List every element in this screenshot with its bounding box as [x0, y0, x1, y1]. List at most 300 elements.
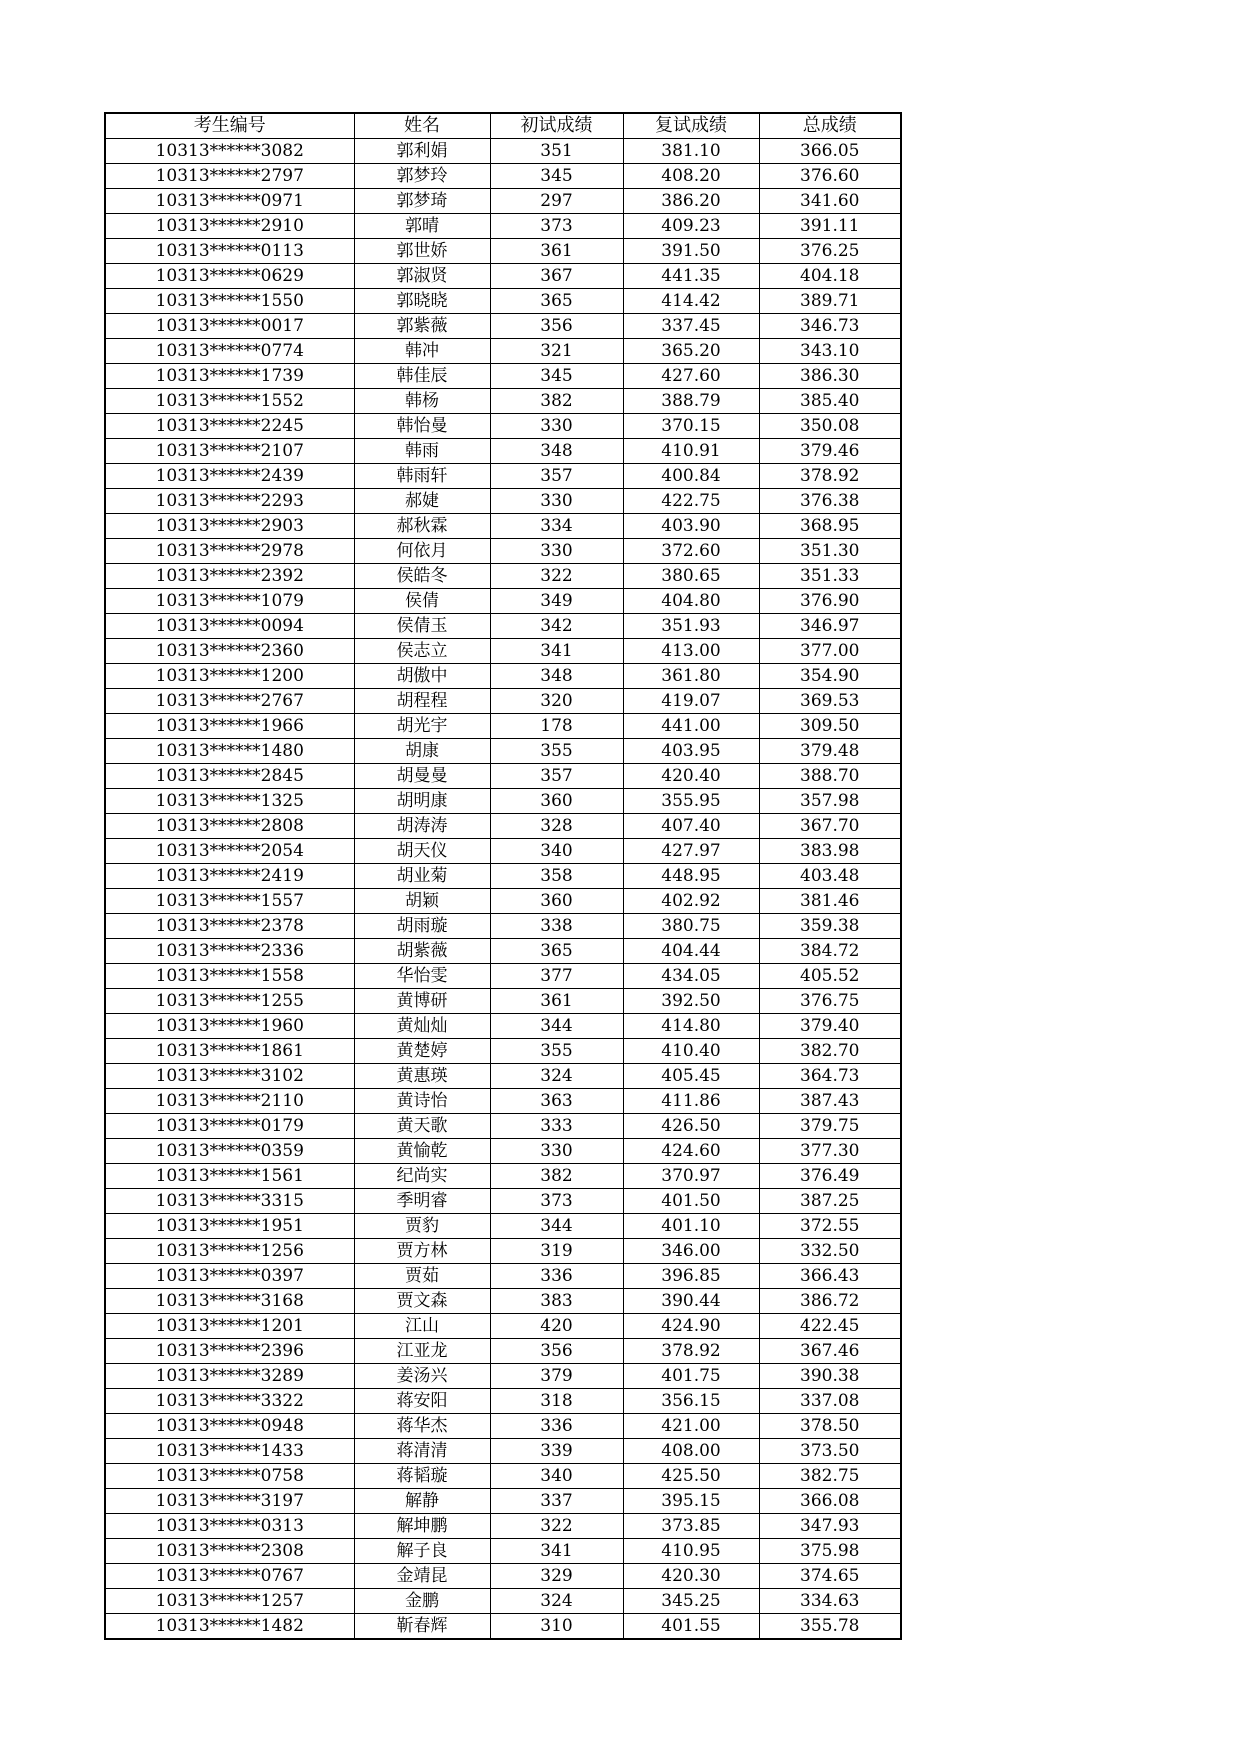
candidate-id-cell: 10313******2808 — [105, 814, 354, 839]
candidate-id-cell: 10313******1482 — [105, 1614, 354, 1640]
table-body — [105, 139, 901, 1640]
total-score-cell: 332.50 — [759, 1239, 901, 1264]
initial-score-cell: 334 — [490, 514, 623, 539]
retest-score-cell: 408.00 — [623, 1439, 759, 1464]
total-score-cell: 391.11 — [759, 214, 901, 239]
retest-score-cell: 370.97 — [623, 1164, 759, 1189]
retest-score-cell: 401.75 — [623, 1364, 759, 1389]
candidate-id-cell: 10313******0359 — [105, 1139, 354, 1164]
table-row — [105, 239, 901, 264]
name-cell: 韩杨 — [354, 389, 490, 414]
initial-score-cell: 324 — [490, 1064, 623, 1089]
name-cell: 胡傲中 — [354, 664, 490, 689]
initial-score-cell: 329 — [490, 1564, 623, 1589]
candidate-id-cell: 10313******1433 — [105, 1439, 354, 1464]
retest-score-cell: 414.80 — [623, 1014, 759, 1039]
candidate-id-cell: 10313******0948 — [105, 1414, 354, 1439]
total-score-cell: 373.50 — [759, 1439, 901, 1464]
header-candidate-id: 考生编号 — [105, 113, 354, 139]
retest-score-cell: 427.60 — [623, 364, 759, 389]
retest-score-cell: 407.40 — [623, 814, 759, 839]
candidate-id-cell: 10313******0017 — [105, 314, 354, 339]
total-score-cell: 404.18 — [759, 264, 901, 289]
candidate-id-cell: 10313******2797 — [105, 164, 354, 189]
total-score-cell: 372.55 — [759, 1214, 901, 1239]
table-row — [105, 664, 901, 689]
initial-score-cell: 349 — [490, 589, 623, 614]
name-cell: 纪尚实 — [354, 1164, 490, 1189]
candidate-id-cell: 10313******2110 — [105, 1089, 354, 1114]
table-row — [105, 714, 901, 739]
initial-score-cell: 345 — [490, 364, 623, 389]
total-score-cell: 382.70 — [759, 1039, 901, 1064]
table-row — [105, 889, 901, 914]
table-row — [105, 564, 901, 589]
total-score-cell: 375.98 — [759, 1539, 901, 1564]
total-score-cell: 376.90 — [759, 589, 901, 614]
initial-score-cell: 319 — [490, 1239, 623, 1264]
name-cell: 胡天仪 — [354, 839, 490, 864]
candidate-id-cell: 10313******0397 — [105, 1264, 354, 1289]
retest-score-cell: 381.10 — [623, 139, 759, 164]
retest-score-cell: 421.00 — [623, 1414, 759, 1439]
total-score-cell: 382.75 — [759, 1464, 901, 1489]
total-score-cell: 337.08 — [759, 1389, 901, 1414]
candidate-id-cell: 10313******0758 — [105, 1464, 354, 1489]
name-cell: 靳春辉 — [354, 1614, 490, 1640]
total-score-cell: 341.60 — [759, 189, 901, 214]
retest-score-cell: 441.35 — [623, 264, 759, 289]
initial-score-cell: 351 — [490, 139, 623, 164]
name-cell: 黄诗怡 — [354, 1089, 490, 1114]
table-row — [105, 289, 901, 314]
initial-score-cell: 342 — [490, 614, 623, 639]
initial-score-cell: 333 — [490, 1114, 623, 1139]
candidate-id-cell: 10313******0767 — [105, 1564, 354, 1589]
total-score-cell: 384.72 — [759, 939, 901, 964]
initial-score-cell: 339 — [490, 1439, 623, 1464]
total-score-cell: 377.30 — [759, 1139, 901, 1164]
name-cell: 胡光宇 — [354, 714, 490, 739]
retest-score-cell: 401.10 — [623, 1214, 759, 1239]
initial-score-cell: 361 — [490, 239, 623, 264]
candidate-id-cell: 10313******1480 — [105, 739, 354, 764]
retest-score-cell: 361.80 — [623, 664, 759, 689]
name-cell: 黄灿灿 — [354, 1014, 490, 1039]
table-row — [105, 1239, 901, 1264]
candidate-id-cell: 10313******0094 — [105, 614, 354, 639]
retest-score-cell: 414.42 — [623, 289, 759, 314]
name-cell: 贾茹 — [354, 1264, 490, 1289]
candidate-id-cell: 10313******3102 — [105, 1064, 354, 1089]
initial-score-cell: 373 — [490, 214, 623, 239]
name-cell: 韩怡曼 — [354, 414, 490, 439]
initial-score-cell: 344 — [490, 1214, 623, 1239]
name-cell: 郭利娟 — [354, 139, 490, 164]
candidate-id-cell: 10313******1739 — [105, 364, 354, 389]
retest-score-cell: 427.97 — [623, 839, 759, 864]
name-cell: 侯志立 — [354, 639, 490, 664]
table-row — [105, 789, 901, 814]
total-score-cell: 422.45 — [759, 1314, 901, 1339]
total-score-cell: 388.70 — [759, 764, 901, 789]
retest-score-cell: 410.95 — [623, 1539, 759, 1564]
retest-score-cell: 401.55 — [623, 1614, 759, 1640]
total-score-cell: 366.43 — [759, 1264, 901, 1289]
name-cell: 贾方林 — [354, 1239, 490, 1264]
total-score-cell: 387.25 — [759, 1189, 901, 1214]
table-row — [105, 364, 901, 389]
candidate-id-cell: 10313******2245 — [105, 414, 354, 439]
initial-score-cell: 345 — [490, 164, 623, 189]
candidate-id-cell: 10313******1552 — [105, 389, 354, 414]
total-score-cell: 367.70 — [759, 814, 901, 839]
table-row — [105, 639, 901, 664]
name-cell: 郭梦琦 — [354, 189, 490, 214]
total-score-cell: 366.08 — [759, 1489, 901, 1514]
table-row — [105, 1614, 901, 1640]
retest-score-cell: 370.15 — [623, 414, 759, 439]
header-retest-score: 复试成绩 — [623, 113, 759, 139]
total-score-cell: 366.05 — [759, 139, 901, 164]
retest-score-cell: 401.50 — [623, 1189, 759, 1214]
initial-score-cell: 344 — [490, 1014, 623, 1039]
total-score-cell: 377.00 — [759, 639, 901, 664]
table-row — [105, 489, 901, 514]
candidate-id-cell: 10313******1255 — [105, 989, 354, 1014]
total-score-cell: 364.73 — [759, 1064, 901, 1089]
name-cell: 解坤鹏 — [354, 1514, 490, 1539]
name-cell: 胡程程 — [354, 689, 490, 714]
table-row — [105, 1164, 901, 1189]
retest-score-cell: 408.20 — [623, 164, 759, 189]
initial-score-cell: 365 — [490, 289, 623, 314]
table-row — [105, 439, 901, 464]
total-score-cell: 374.65 — [759, 1564, 901, 1589]
name-cell: 江亚龙 — [354, 1339, 490, 1364]
retest-score-cell: 403.90 — [623, 514, 759, 539]
total-score-cell: 346.97 — [759, 614, 901, 639]
initial-score-cell: 341 — [490, 1539, 623, 1564]
table-row — [105, 189, 901, 214]
retest-score-cell: 378.92 — [623, 1339, 759, 1364]
table-row — [105, 764, 901, 789]
total-score-cell: 376.25 — [759, 239, 901, 264]
candidate-id-cell: 10313******2293 — [105, 489, 354, 514]
candidate-id-cell: 10313******1201 — [105, 1314, 354, 1339]
initial-score-cell: 324 — [490, 1589, 623, 1614]
total-score-cell: 355.78 — [759, 1614, 901, 1640]
candidate-id-cell: 10313******1561 — [105, 1164, 354, 1189]
total-score-cell: 376.49 — [759, 1164, 901, 1189]
name-cell: 韩雨 — [354, 439, 490, 464]
table-row — [105, 264, 901, 289]
retest-score-cell: 403.95 — [623, 739, 759, 764]
name-cell: 蒋安阳 — [354, 1389, 490, 1414]
initial-score-cell: 178 — [490, 714, 623, 739]
name-cell: 胡雨璇 — [354, 914, 490, 939]
total-score-cell: 343.10 — [759, 339, 901, 364]
total-score-cell: 378.50 — [759, 1414, 901, 1439]
header-initial-score: 初试成绩 — [490, 113, 623, 139]
retest-score-cell: 396.85 — [623, 1264, 759, 1289]
table-row — [105, 164, 901, 189]
candidate-id-cell: 10313******0971 — [105, 189, 354, 214]
table-row — [105, 464, 901, 489]
name-cell: 郭世娇 — [354, 239, 490, 264]
total-score-cell: 390.38 — [759, 1364, 901, 1389]
initial-score-cell: 356 — [490, 314, 623, 339]
name-cell: 姜汤兴 — [354, 1364, 490, 1389]
name-cell: 郝秋霖 — [354, 514, 490, 539]
initial-score-cell: 365 — [490, 939, 623, 964]
table-row — [105, 1339, 901, 1364]
name-cell: 侯皓冬 — [354, 564, 490, 589]
retest-score-cell: 380.75 — [623, 914, 759, 939]
total-score-cell: 378.92 — [759, 464, 901, 489]
table-row — [105, 1064, 901, 1089]
initial-score-cell: 322 — [490, 1514, 623, 1539]
name-cell: 侯倩 — [354, 589, 490, 614]
name-cell: 华怡雯 — [354, 964, 490, 989]
initial-score-cell: 356 — [490, 1339, 623, 1364]
candidate-id-cell: 10313******2054 — [105, 839, 354, 864]
retest-score-cell: 400.84 — [623, 464, 759, 489]
candidate-id-cell: 10313******3168 — [105, 1289, 354, 1314]
retest-score-cell: 386.20 — [623, 189, 759, 214]
total-score-cell: 386.30 — [759, 364, 901, 389]
table-row — [105, 1539, 901, 1564]
candidate-id-cell: 10313******1200 — [105, 664, 354, 689]
name-cell: 侯倩玉 — [354, 614, 490, 639]
candidate-id-cell: 10313******2360 — [105, 639, 354, 664]
total-score-cell: 368.95 — [759, 514, 901, 539]
table-row — [105, 1264, 901, 1289]
retest-score-cell: 410.40 — [623, 1039, 759, 1064]
name-cell: 黄博研 — [354, 989, 490, 1014]
retest-score-cell: 405.45 — [623, 1064, 759, 1089]
table-row — [105, 614, 901, 639]
initial-score-cell: 360 — [490, 789, 623, 814]
initial-score-cell: 337 — [490, 1489, 623, 1514]
initial-score-cell: 328 — [490, 814, 623, 839]
retest-score-cell: 391.50 — [623, 239, 759, 264]
candidate-id-cell: 10313******3315 — [105, 1189, 354, 1214]
initial-score-cell: 383 — [490, 1289, 623, 1314]
retest-score-cell: 448.95 — [623, 864, 759, 889]
total-score-cell: 379.40 — [759, 1014, 901, 1039]
total-score-cell: 403.48 — [759, 864, 901, 889]
table-row — [105, 1289, 901, 1314]
retest-score-cell: 404.80 — [623, 589, 759, 614]
table-row — [105, 1439, 901, 1464]
score-table — [104, 112, 902, 1640]
total-score-cell: 367.46 — [759, 1339, 901, 1364]
table-row — [105, 1139, 901, 1164]
candidate-id-cell: 10313******1325 — [105, 789, 354, 814]
initial-score-cell: 382 — [490, 389, 623, 414]
name-cell: 胡颖 — [354, 889, 490, 914]
initial-score-cell: 363 — [490, 1089, 623, 1114]
table-row — [105, 1364, 901, 1389]
candidate-id-cell: 10313******2845 — [105, 764, 354, 789]
total-score-cell: 350.08 — [759, 414, 901, 439]
retest-score-cell: 355.95 — [623, 789, 759, 814]
table-row — [105, 139, 901, 164]
header-row — [105, 113, 901, 139]
retest-score-cell: 434.05 — [623, 964, 759, 989]
name-cell: 黄愉乾 — [354, 1139, 490, 1164]
initial-score-cell: 367 — [490, 264, 623, 289]
candidate-id-cell: 10313******1558 — [105, 964, 354, 989]
table-row — [105, 864, 901, 889]
initial-score-cell: 348 — [490, 439, 623, 464]
retest-score-cell: 409.23 — [623, 214, 759, 239]
name-cell: 蒋华杰 — [354, 1414, 490, 1439]
name-cell: 季明睿 — [354, 1189, 490, 1214]
table-row — [105, 689, 901, 714]
total-score-cell: 351.33 — [759, 564, 901, 589]
name-cell: 郭淑贤 — [354, 264, 490, 289]
candidate-id-cell: 10313******1256 — [105, 1239, 354, 1264]
table-row — [105, 1514, 901, 1539]
initial-score-cell: 361 — [490, 989, 623, 1014]
retest-score-cell: 441.00 — [623, 714, 759, 739]
name-cell: 黄楚婷 — [354, 1039, 490, 1064]
total-score-cell: 369.53 — [759, 689, 901, 714]
initial-score-cell: 297 — [490, 189, 623, 214]
retest-score-cell: 419.07 — [623, 689, 759, 714]
initial-score-cell: 318 — [490, 1389, 623, 1414]
name-cell: 胡涛涛 — [354, 814, 490, 839]
name-cell: 韩佳辰 — [354, 364, 490, 389]
candidate-id-cell: 10313******3082 — [105, 139, 354, 164]
total-score-cell: 351.30 — [759, 539, 901, 564]
table-row — [105, 214, 901, 239]
name-cell: 金鹏 — [354, 1589, 490, 1614]
initial-score-cell: 355 — [490, 1039, 623, 1064]
candidate-id-cell: 10313******1951 — [105, 1214, 354, 1239]
initial-score-cell: 360 — [490, 889, 623, 914]
initial-score-cell: 330 — [490, 539, 623, 564]
candidate-id-cell: 10313******2378 — [105, 914, 354, 939]
retest-score-cell: 351.93 — [623, 614, 759, 639]
candidate-id-cell: 10313******2439 — [105, 464, 354, 489]
total-score-cell: 347.93 — [759, 1514, 901, 1539]
retest-score-cell: 420.40 — [623, 764, 759, 789]
retest-score-cell: 413.00 — [623, 639, 759, 664]
table-row — [105, 1114, 901, 1139]
initial-score-cell: 336 — [490, 1264, 623, 1289]
initial-score-cell: 330 — [490, 414, 623, 439]
initial-score-cell: 341 — [490, 639, 623, 664]
total-score-cell: 379.75 — [759, 1114, 901, 1139]
table-row — [105, 1214, 901, 1239]
table-row — [105, 1564, 901, 1589]
total-score-cell: 383.98 — [759, 839, 901, 864]
total-score-cell: 381.46 — [759, 889, 901, 914]
name-cell: 贾豹 — [354, 1214, 490, 1239]
total-score-cell: 389.71 — [759, 289, 901, 314]
table-row — [105, 589, 901, 614]
retest-score-cell: 346.00 — [623, 1239, 759, 1264]
initial-score-cell: 336 — [490, 1414, 623, 1439]
retest-score-cell: 424.60 — [623, 1139, 759, 1164]
initial-score-cell: 358 — [490, 864, 623, 889]
total-score-cell: 359.38 — [759, 914, 901, 939]
candidate-id-cell: 10313******2308 — [105, 1539, 354, 1564]
name-cell: 胡明康 — [354, 789, 490, 814]
initial-score-cell: 382 — [490, 1164, 623, 1189]
name-cell: 郭紫薇 — [354, 314, 490, 339]
name-cell: 胡曼曼 — [354, 764, 490, 789]
table-row — [105, 1489, 901, 1514]
total-score-cell: 334.63 — [759, 1589, 901, 1614]
candidate-id-cell: 10313******1079 — [105, 589, 354, 614]
header-name: 姓名 — [354, 113, 490, 139]
table-row — [105, 539, 901, 564]
total-score-cell: 354.90 — [759, 664, 901, 689]
candidate-id-cell: 10313******0774 — [105, 339, 354, 364]
table-row — [105, 1089, 901, 1114]
table-row — [105, 914, 901, 939]
table-row — [105, 989, 901, 1014]
initial-score-cell: 322 — [490, 564, 623, 589]
initial-score-cell: 373 — [490, 1189, 623, 1214]
total-score-cell: 376.38 — [759, 489, 901, 514]
table-row — [105, 1039, 901, 1064]
candidate-id-cell: 10313******3289 — [105, 1364, 354, 1389]
retest-score-cell: 426.50 — [623, 1114, 759, 1139]
candidate-id-cell: 10313******0179 — [105, 1114, 354, 1139]
candidate-id-cell: 10313******1257 — [105, 1589, 354, 1614]
table-row — [105, 1589, 901, 1614]
table-row — [105, 314, 901, 339]
table-row — [105, 1189, 901, 1214]
total-score-cell: 379.46 — [759, 439, 901, 464]
table-row — [105, 939, 901, 964]
table-row — [105, 739, 901, 764]
candidate-id-cell: 10313******2396 — [105, 1339, 354, 1364]
initial-score-cell: 340 — [490, 1464, 623, 1489]
retest-score-cell: 373.85 — [623, 1514, 759, 1539]
retest-score-cell: 392.50 — [623, 989, 759, 1014]
initial-score-cell: 330 — [490, 1139, 623, 1164]
candidate-id-cell: 10313******2767 — [105, 689, 354, 714]
initial-score-cell: 320 — [490, 689, 623, 714]
name-cell: 解静 — [354, 1489, 490, 1514]
name-cell: 韩雨轩 — [354, 464, 490, 489]
table-row — [105, 389, 901, 414]
name-cell: 韩冲 — [354, 339, 490, 364]
table-row — [105, 1014, 901, 1039]
candidate-id-cell: 10313******2978 — [105, 539, 354, 564]
total-score-cell: 405.52 — [759, 964, 901, 989]
initial-score-cell: 321 — [490, 339, 623, 364]
table-row — [105, 964, 901, 989]
candidate-id-cell: 10313******1960 — [105, 1014, 354, 1039]
retest-score-cell: 345.25 — [623, 1589, 759, 1614]
candidate-id-cell: 10313******1861 — [105, 1039, 354, 1064]
name-cell: 贾文森 — [354, 1289, 490, 1314]
name-cell: 黄天歌 — [354, 1114, 490, 1139]
name-cell: 郭梦玲 — [354, 164, 490, 189]
candidate-id-cell: 10313******1550 — [105, 289, 354, 314]
candidate-id-cell: 10313******0113 — [105, 239, 354, 264]
name-cell: 郝婕 — [354, 489, 490, 514]
name-cell: 胡紫薇 — [354, 939, 490, 964]
name-cell: 郭晴 — [354, 214, 490, 239]
